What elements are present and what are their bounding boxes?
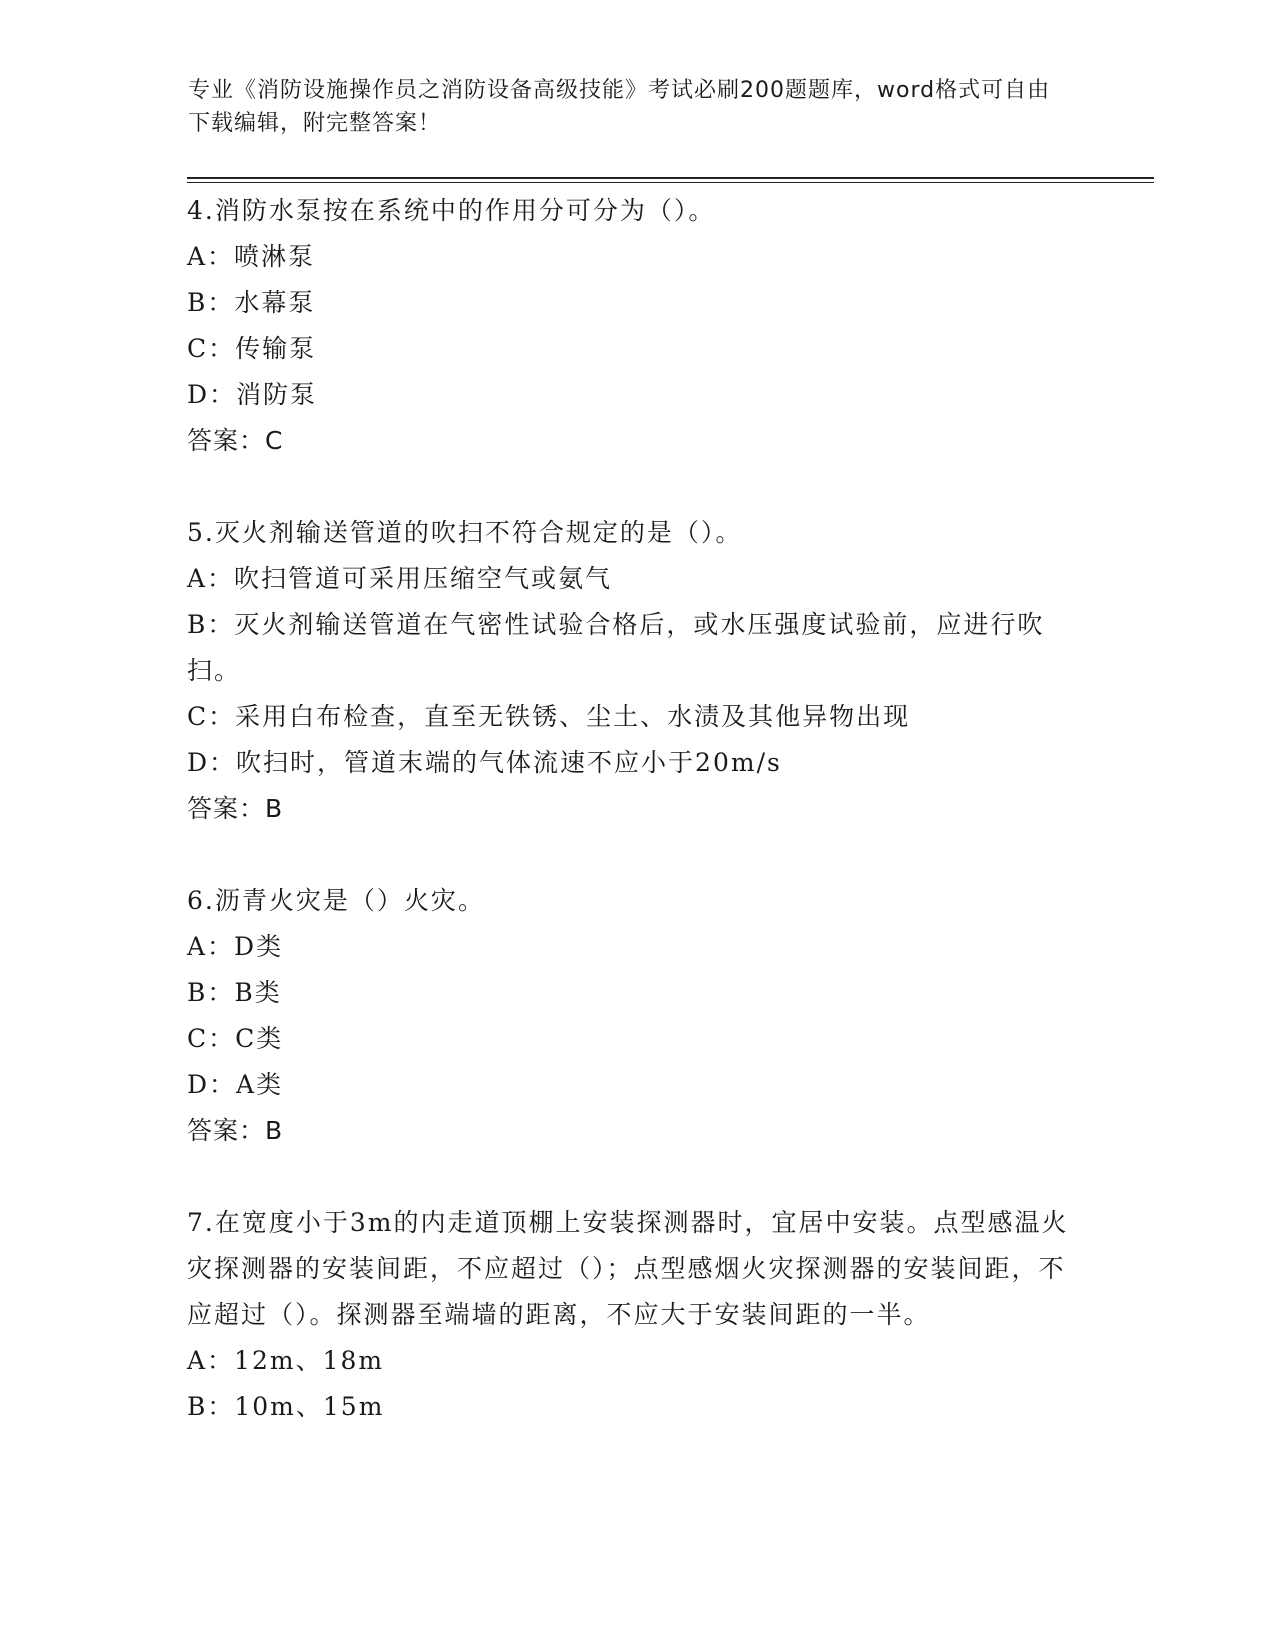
question-list — [187, 188, 1077, 1476]
header-divider-thick — [187, 177, 1154, 179]
header-divider-thin — [187, 182, 1154, 183]
option-b: B：10m、15m — [187, 1392, 385, 1421]
option-a: A：D类 — [187, 932, 284, 961]
option-d: D：吹扫时，管道末端的气体流速不应小于20m/s — [187, 748, 782, 777]
answer-label: 答案：B — [187, 1116, 284, 1145]
answer-label: 答案：C — [187, 426, 284, 455]
question-stem: 4.消防水泵按在系统中的作用分可分为（）。 — [187, 196, 716, 225]
option-a: A：12m、18m — [187, 1346, 385, 1375]
document-header: 专业《消防设施操作员之消防设备高级技能》考试必刷200题题库，word格式可自由下载编辑，附完整答案！ — [188, 78, 1051, 136]
option-b: B：灭火剂输送管道在气密性试验合格后，或水压强度试验前，应进行吹扫。 — [187, 610, 1045, 685]
option-a: A：喷淋泵 — [187, 242, 316, 271]
answer-label: 答案：B — [187, 794, 284, 823]
option-c: C：采用白布检查，直至无铁锈、尘土、水渍及其他异物出现 — [187, 702, 911, 731]
option-c: C：C类 — [187, 1024, 284, 1053]
question-4 — [187, 188, 1077, 464]
option-d: D：A类 — [187, 1070, 284, 1099]
option-c: C：传输泵 — [187, 334, 317, 363]
question-stem: 7.在宽度小于3m的内走道顶棚上安装探测器时，宜居中安装。点型感温火灾探测器的安装间距，不应超过（）；点型感烟火灾探测器的安装间距，不应超过（）。探测器至端墙的距离，不应大于安装间距的一半。 — [187, 1208, 1069, 1329]
question-7 — [187, 1200, 1077, 1430]
option-d: D：消防泵 — [187, 380, 318, 409]
question-stem: 5.灭火剂输送管道的吹扫不符合规定的是（）。 — [187, 518, 743, 547]
option-b: B：水幕泵 — [187, 288, 316, 317]
option-a: A：吹扫管道可采用压缩空气或氨气 — [187, 564, 613, 593]
option-b: B：B类 — [187, 978, 282, 1007]
question-5 — [187, 510, 1077, 832]
question-6 — [187, 878, 1077, 1154]
question-stem: 6.沥青火灾是（）火灾。 — [187, 886, 485, 915]
